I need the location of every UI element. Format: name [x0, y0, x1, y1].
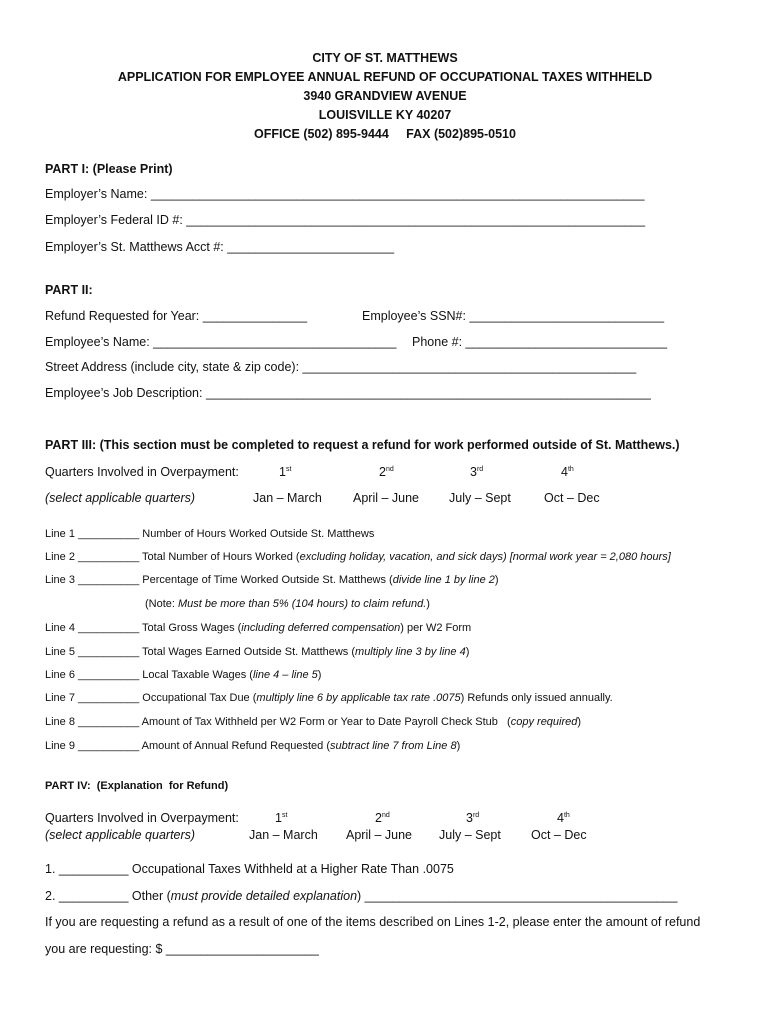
select-quarters-label: (select applicable quarters) [45, 491, 196, 505]
part4-quarter-3-option[interactable]: 3rd [466, 811, 480, 825]
street-address-field[interactable]: Street Address (include city, state & zip code): ________________________________________________ [45, 360, 637, 374]
contact-line: OFFICE (502) 895-9444 FAX (502)895-0510 [254, 127, 516, 141]
part4-quarter-4-range: Oct – Dec [531, 828, 587, 842]
quarter-1-range: Jan – March [253, 491, 322, 505]
line-1[interactable]: Line 1 __________ Number of Hours Worked Outside St. Matthews [45, 528, 375, 540]
part2-title: PART II: [45, 283, 93, 297]
quarter-4-range: Oct – Dec [544, 491, 600, 505]
part3-title: PART III: (This section must be completed to request a refund for work performed outside of St. Matthews.) [45, 438, 680, 452]
quarter-3-option[interactable]: 3rd [470, 465, 484, 479]
explanation-item-2[interactable]: 2. __________ Other (must provide detailed explanation) _____________________________________________ [45, 889, 678, 903]
line-8[interactable]: Line 8 __________ Amount of Tax Withheld per W2 Form or Year to Date Payroll Check Stub (copy required) [45, 716, 582, 728]
line-2[interactable]: Line 2 __________ Total Number of Hours Worked (excluding holiday, vacation, and sick days) [normal work year = 2,080 hours] [45, 551, 671, 563]
job-description-field[interactable]: Employee’s Job Description: ________________________________________________________________ [45, 386, 651, 400]
employer-acct-field[interactable]: Employer’s St. Matthews Acct #: ________________________ [45, 240, 395, 254]
line-5[interactable]: Line 5 __________ Total Wages Earned Outside St. Matthews (multiply line 3 by line 4) [45, 646, 470, 658]
part4-quarter-2-range: April – June [346, 828, 413, 842]
refund-year-field[interactable]: Refund Requested for Year: _______________ [45, 309, 308, 323]
city-title: CITY OF ST. MATTHEWS [312, 51, 458, 65]
part4-quarter-4-option[interactable]: 4th [557, 811, 570, 825]
line-7[interactable]: Line 7 __________ Occupational Tax Due (multiply line 6 by applicable tax rate .0075) Refunds only issued annually. [45, 692, 613, 704]
quarters-label-part4: Quarters Involved in Overpayment: [45, 811, 239, 825]
select-quarters-label-part4: (select applicable quarters) [45, 828, 196, 842]
quarter-3-range: July – Sept [449, 491, 511, 505]
line-3-note: (Note: Must be more than 5% (104 hours) to claim refund.) [145, 598, 430, 610]
phone-field[interactable]: Phone #: _____________________________ [412, 335, 668, 349]
line-4[interactable]: Line 4 __________ Total Gross Wages (including deferred compensation) per W2 Form [45, 622, 472, 634]
part4-quarter-3-range: July – Sept [439, 828, 501, 842]
part1-title: PART I: (Please Print) [45, 162, 173, 176]
part4-quarter-1-range: Jan – March [249, 828, 318, 842]
line-3[interactable]: Line 3 __________ Percentage of Time Worked Outside St. Matthews (divide line 1 by line 2) [45, 574, 499, 586]
part4-quarter-2-option[interactable]: 2nd [375, 811, 390, 825]
line-6[interactable]: Line 6 __________ Local Taxable Wages (line 4 – line 5) [45, 669, 322, 681]
part4-title: PART IV: (Explanation for Refund) [45, 780, 229, 792]
ssn-field[interactable]: Employee’s SSN#: ____________________________ [362, 309, 665, 323]
quarter-4-option[interactable]: 4th [561, 465, 574, 479]
part4-quarter-1-option[interactable]: 1st [275, 811, 288, 825]
employee-name-field[interactable]: Employee’s Name: ___________________________________ [45, 335, 397, 349]
quarter-2-range: April – June [353, 491, 420, 505]
quarter-2-option[interactable]: 2nd [379, 465, 394, 479]
city-state-zip: LOUISVILLE KY 40207 [318, 108, 452, 122]
employer-federal-id-field[interactable]: Employer’s Federal ID #: __________________________________________________________________ [45, 213, 646, 227]
refund-instructions: If you are requesting a refund as a result of one of the items described on Lines 1-2, please enter the amount of refund [45, 915, 701, 929]
quarter-1-option[interactable]: 1st [279, 465, 292, 479]
quarters-label: Quarters Involved in Overpayment: [45, 465, 239, 479]
line-9[interactable]: Line 9 __________ Amount of Annual Refund Requested (subtract line 7 from Line 8) [45, 740, 461, 752]
address-line: 3940 GRANDVIEW AVENUE [303, 89, 467, 103]
employer-name-field[interactable]: Employer’s Name: _______________________________________________________________________ [45, 187, 645, 201]
form-title: APPLICATION FOR EMPLOYEE ANNUAL REFUND OF OCCUPATIONAL TAXES WITHHELD [117, 70, 653, 84]
refund-amount-field[interactable]: you are requesting: $ ______________________ [45, 942, 319, 956]
explanation-item-1[interactable]: 1. __________ Occupational Taxes Withheld at a Higher Rate Than .0075 [45, 862, 454, 876]
